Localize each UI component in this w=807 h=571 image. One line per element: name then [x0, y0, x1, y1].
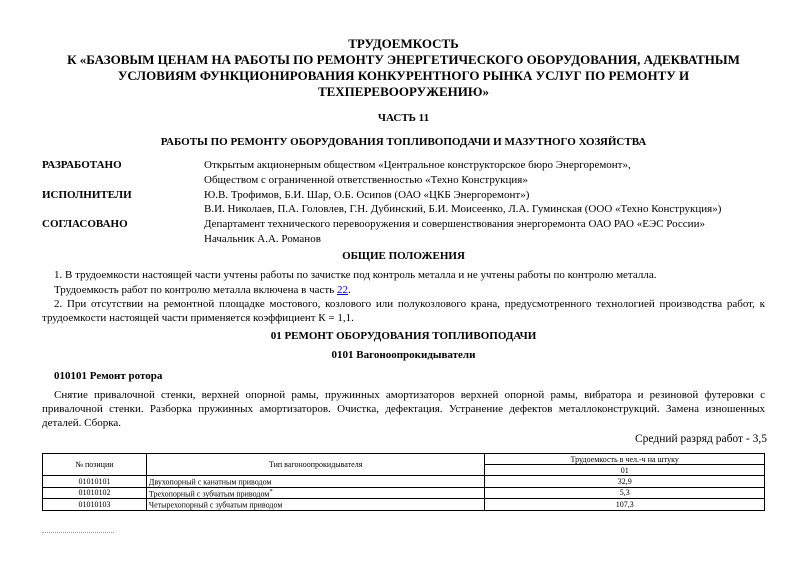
footnote-separator — [42, 532, 114, 533]
cell-type — [146, 487, 485, 499]
footnote-mark[interactable]: * — [269, 487, 273, 495]
developed-label: РАЗРАБОТАНО — [42, 159, 122, 171]
type-text: Трехопорный с зубчатым приводом — [148, 489, 270, 499]
table-row — [43, 476, 765, 488]
paragraph-text: Трудоемкость работ по контролю металла включена в часть — [54, 284, 337, 296]
work-rank: Средний разряд работ - 3,5 — [634, 433, 767, 445]
col-header-labor: Трудоемкость в чел.-ч на штуку — [485, 454, 765, 465]
executors-label: ИСПОЛНИТЕЛИ — [42, 188, 132, 201]
table-row — [43, 499, 765, 511]
cell-position: 01010103 — [43, 499, 147, 511]
part-number: ЧАСТЬ 11 — [377, 112, 430, 124]
executors-row — [42, 188, 721, 203]
executors-value: В.И. Николаев, П.А. Головлев, Г.Н. Дубинский, Б.И. Моисеенко, Л.А. Гуминская (ООО «Техно Конструкция») — [204, 203, 722, 216]
developed-value: Обществом с ограниченной ответственностью «Техно Конструкция» — [204, 173, 528, 186]
general-paragraph-1: 1. В трудоемкости настоящей части учтены работы по зачистке под контроль металла и не учтены работы по контролю металла. — [54, 269, 657, 281]
section-heading: 01 РЕМОНТ ОБОРУДОВАНИЯ ТОПЛИВОПОДАЧИ — [270, 330, 537, 342]
part-subtitle: РАБОТЫ ПО РЕМОНТУ ОБОРУДОВАНИЯ ТОПЛИВОПОДАЧИ И МАЗУТНОГО ХОЗЯЙСТВА — [160, 136, 647, 148]
developed-value: Открытым акционерным обществом «Центральное конструкторское бюро Энергоремонт», — [204, 159, 631, 171]
cell-value: 32,9 — [485, 476, 765, 488]
cell-type — [146, 476, 485, 488]
general-paragraph-1b — [42, 283, 765, 297]
agreed-value: Начальник А.А. Романов — [204, 232, 321, 245]
cell-position: 01010101 — [43, 476, 147, 488]
table-row — [43, 487, 765, 499]
metadata-block — [42, 158, 721, 247]
title-line: К «БАЗОВЫМ ЦЕНАМ НА РАБОТЫ ПО РЕМОНТУ ЭНЕРГЕТИЧЕСКОГО ОБОРУДОВАНИЯ, АДЕКВАТНЫМ — [67, 52, 740, 67]
col-header-sub: 01 — [485, 465, 765, 476]
subsection-heading: 0101 Вагоноопрокидыватели — [331, 349, 476, 361]
document-title — [0, 36, 807, 100]
title-line: ТРУДОЕМКОСТЬ — [348, 36, 459, 51]
general-paragraph-2: 2. При отсутствии на ремонтной площадке мостового, козлового или полукозлового крана, предусмотренного технологией производства работ, к трудоемкости настоящей части применяется коэффициент К = 1,1. — [42, 298, 765, 324]
general-heading: ОБЩИЕ ПОЛОЖЕНИЯ — [342, 250, 465, 262]
cell-value: 5,3 — [485, 487, 765, 499]
col-header-position: № позиции — [43, 454, 147, 476]
labor-table — [42, 453, 765, 511]
executors-value: Ю.В. Трофимов, Б.И. Шар, О.Б. Осипов (ОАО «ЦКБ Энергоремонт») — [204, 188, 530, 201]
title-line: ТЕХПЕРЕВООРУЖЕНИЮ» — [317, 84, 490, 99]
agreed-label: СОГЛАСОВАНО — [42, 218, 128, 231]
type-text: Четырехопорный с зубчатым приводом — [148, 500, 283, 510]
paragraph-text: . — [347, 284, 351, 296]
agreed-value: Департамент технического перевооружения и совершенствования энергоремонта ОАО РАО «ЕЭС России» — [204, 218, 705, 231]
item-heading: 010101 Ремонт ротора — [54, 370, 163, 382]
type-text: Двухопорный с канатным приводом — [148, 477, 272, 487]
executors-row-2 — [42, 202, 721, 217]
developed-row-2 — [42, 173, 721, 188]
agreed-row-2 — [42, 232, 721, 247]
table-header-row — [43, 454, 765, 465]
title-line: УСЛОВИЯМ ФУНКЦИОНИРОВАНИЯ КОНКУРЕНТНОГО РЫНКА УСЛУГ ПО РЕМОНТУ И — [117, 68, 690, 83]
cell-value: 107,3 — [485, 499, 765, 511]
cell-position: 01010102 — [43, 487, 147, 499]
developed-row — [42, 158, 721, 173]
agreed-row — [42, 217, 721, 232]
col-header-type: Тип вагоноопрокидывателя — [146, 454, 485, 476]
part-22-link[interactable]: 22 — [336, 284, 348, 296]
item-description: Снятие привалочной стенки, верхней опорной рамы, пружинных амортизаторов верхней опорной рамы, вибратора и резиновой футеровки с привалочной стенки. Разборка пружинных амортизаторов. Очистка, дефектация. Устранение дефектов металлоконструкций. Замена изношенных деталей. Сборка. — [42, 389, 765, 429]
cell-type — [146, 499, 485, 511]
